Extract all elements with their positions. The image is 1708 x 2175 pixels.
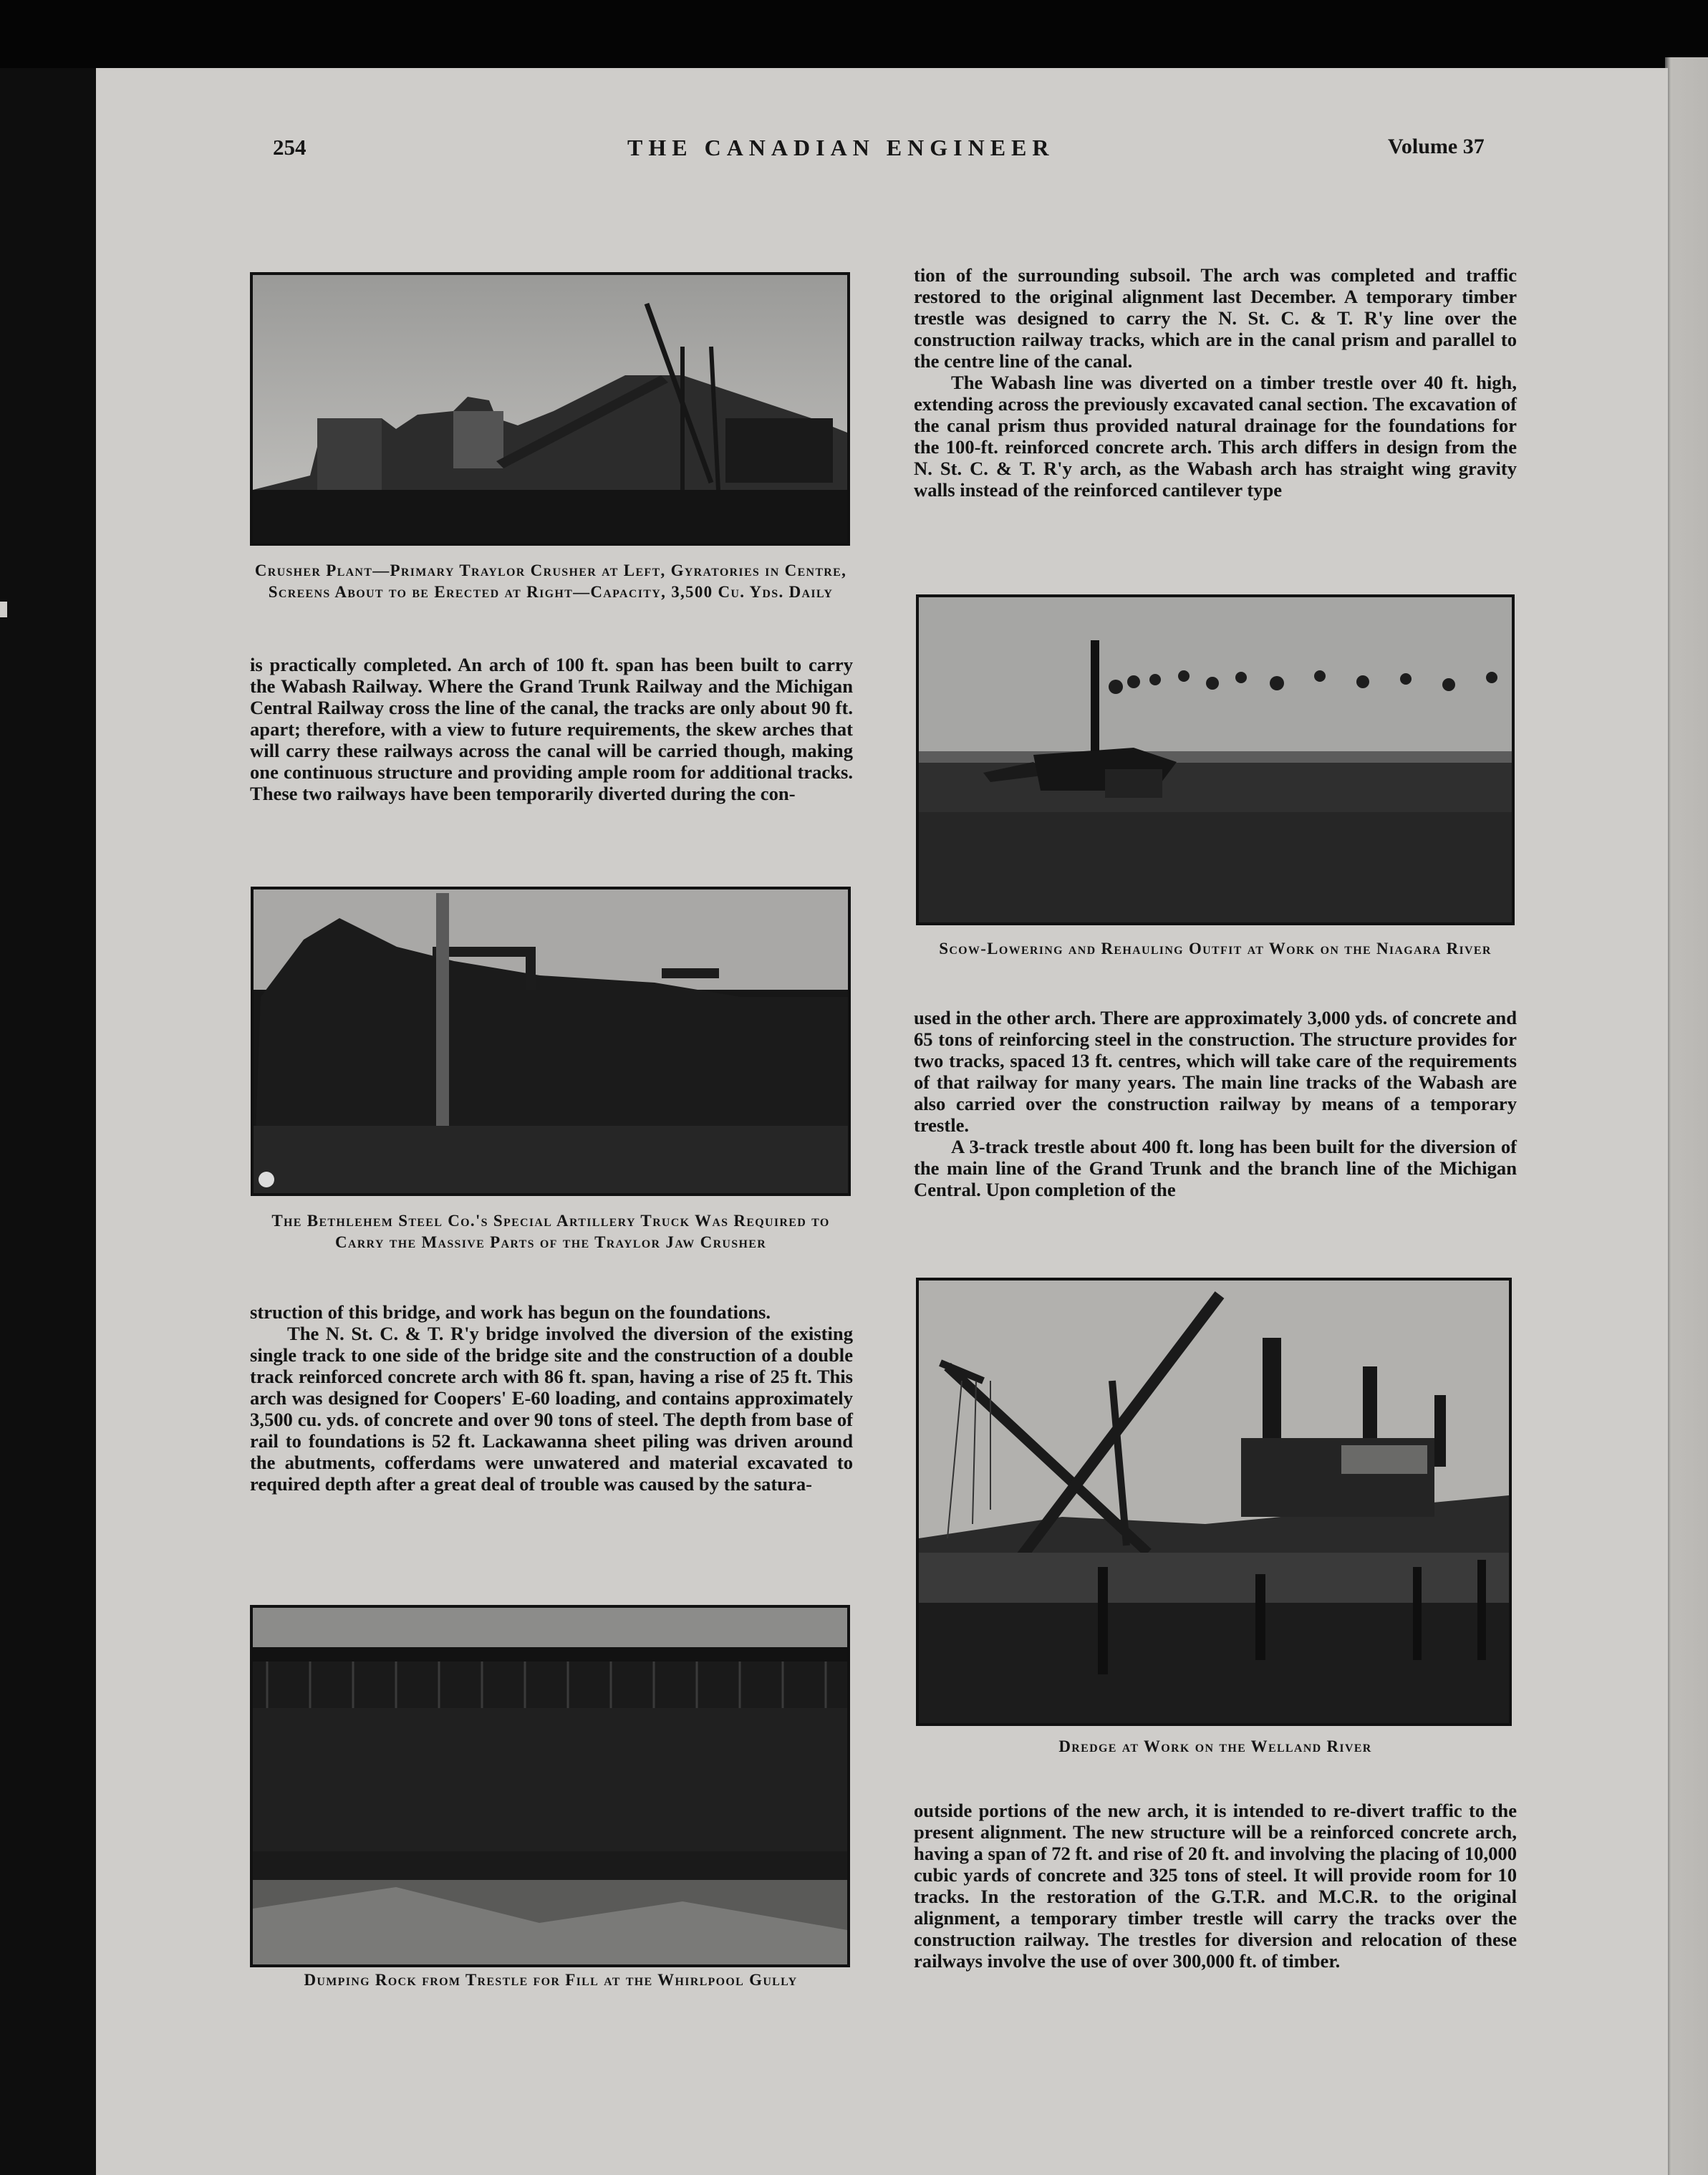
artillery-truck-photo [251, 887, 851, 1196]
right-text-block-3 [914, 1800, 1517, 1972]
page-number: 254 [273, 135, 307, 160]
scan-margin-mark [0, 602, 7, 617]
paragraph: is practically completed. An arch of 100 ft. span has been built to carry the Wabash Railway. Where the Grand Trunk Railway and the Michigan Central Railway cross the line of the canal, the tracks are only about 90 ft. apart; therefore, with a view to future requirements, the skew arches that will carry these railways across the canal will be carried though, making one continuous structure and providing ample room for additional tracks. These two railways have been temporarily diverted during the con- [250, 654, 853, 804]
volume-label: Volume 37 [1388, 135, 1485, 158]
paragraph: The N. St. C. & T. R'y bridge involved the diversion of the existing single track to one side of the bridge site and the construction of a double track reinforced concrete arch with 86 ft. span, having a rise of 25 ft. This arch was designed for Coopers' E-60 loading, and contains approximately 3,500 cu. yds. of concrete and over 90 tons of steel. The depth from base of rail to foundations is 52 ft. Lackawanna sheet piling was driven around the abutments, cofferdams were unwatered and material excavated to required depth after a great deal of trouble was caused by the satura- [250, 1323, 853, 1495]
artillery-truck-caption: The Bethlehem Steel Co.'s Special Artillery Truck Was Required to Carry the Massive Parts of the Traylor Jaw Crusher [271, 1212, 830, 1251]
right-text-block-1 [914, 264, 1517, 501]
paragraph: used in the other arch. There are approximately 3,000 yds. of concrete and 65 tons of reinforcing steel in the construction. The structure provides for two tracks, spaced 13 ft. centres, which will take care of the requirements of that railway for many years. The main line tracks of the Wabash are also carried over the construction railway by means of a temporary trestle. [914, 1007, 1517, 1136]
right-text-block-2 [914, 1007, 1517, 1200]
dredge-photo [916, 1278, 1512, 1726]
trestle-dumping-photo [250, 1605, 850, 1967]
dredge-caption: Dredge at Work on the Welland River [1058, 1737, 1372, 1755]
facing-page-edge [1665, 57, 1708, 2175]
journal-title: THE CANADIAN ENGINEER [627, 135, 1055, 160]
paragraph: tion of the surrounding subsoil. The arch was completed and traffic restored to the original alignment last December. A temporary timber trestle was designed to carry the N. St. C. & T. R'y line over the construction railway tracks, which are in the canal prism and parallel to the centre line of the canal. [914, 264, 1517, 372]
paragraph: The Wabash line was diverted on a timber trestle over 40 ft. high, extending across the previously excavated canal section. The excavation of the canal prism thus provided natural drainage for the foundations for the 100-ft. reinforced concrete arch. This arch differs in design from the N. St. C. & T. R'y arch, as the Wabash arch has straight wing gravity walls instead of the reinforced cantilever type [914, 372, 1517, 501]
scow-river-caption: Scow-Lowering and Rehauling Outfit at Work on the Niagara River [939, 940, 1492, 958]
left-text-block-1 [250, 654, 853, 804]
crusher-plant-photo [250, 272, 850, 546]
scow-river-photo [916, 594, 1515, 925]
left-text-block-2 [250, 1301, 853, 1495]
paragraph: A 3-track trestle about 400 ft. long has been built for the diversion of the main line of the Grand Trunk and the branch line of the Michigan Central. Upon completion of the [914, 1136, 1517, 1200]
paragraph: struction of this bridge, and work has begun on the foundations. [250, 1301, 771, 1323]
crusher-plant-caption: Crusher Plant—Primary Traylor Crusher at Left, Gyratories in Centre, Screens About to be Erected at Right—Capacity, 3,500 Cu. Yds. Daily [254, 561, 847, 601]
paragraph: outside portions of the new arch, it is intended to re-divert traffic to the present alignment. The new structure will be a reinforced concrete arch, having a span of 72 ft. and rise of 20 ft. and involving the placing of 10,000 cubic yards of concrete and 325 tons of steel. It will provide room for 10 tracks. In the restoration of the G.T.R. and M.C.R. to the original alignment, a temporary timber trestle will carry the tracks over the construction railway. The trestles for diversion and relocation of these railways involve the use of over 300,000 ft. of timber. [914, 1800, 1517, 1972]
scan-border-top [0, 0, 1708, 68]
trestle-dumping-caption: Dumping Rock from Trestle for Fill at the Whirlpool Gully [304, 1971, 798, 1989]
